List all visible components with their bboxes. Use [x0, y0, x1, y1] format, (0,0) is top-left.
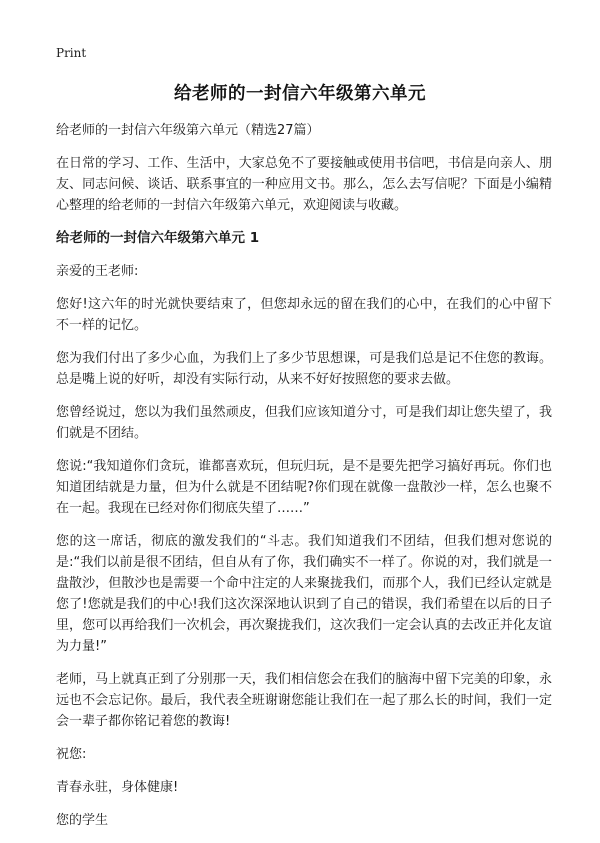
document-subtitle: 给老师的一封信六年级第六单元（精选27篇） — [56, 123, 320, 138]
letter-paragraph: 您的这一席话，彻底的激发我们的“斗志。我们知道我们不团结，但我们想对您说的是:“我们以前是很不团结，但自从有了你，我们确实不一样了。你说的对，我们就是一盘散沙，但散沙也是需要一个命中注定的人来聚拢我们，而那个人，我们已经认定就是您了!您就是我们的中心!我们这次深深地认识到了自己的错误，我们希望在以后的日子里，您可以再给我们一次机会，再次聚拢我们，这次我们一定会认真的去改正并化友谊为力量!” — [56, 534, 552, 654]
salutation: 亲爱的王老师: — [56, 264, 139, 279]
wish-line: 青春永驻，身体健康! — [56, 780, 179, 795]
letter-paragraph: 您说:“我知道你们贪玩，谁都喜欢玩，但玩归玩，是不是要先把学习搞好再玩。你们也知道团结就是力量，但为什么就是不团结呢?你们现在就像一盘散沙一样，怎么也聚不在一起。我现在已经对你们彻底失望了……” — [56, 459, 552, 516]
print-link[interactable]: Print — [56, 46, 87, 60]
letter-paragraph: 您曾经说过，您以为我们虽然顽皮，但我们应该知道分寸，可是我们却让您失望了，我们就是不团结。 — [56, 405, 552, 441]
signature-line: 您的学生 — [56, 813, 109, 828]
section-heading: 给老师的一封信六年级第六单元 1 — [56, 230, 260, 246]
closing-line: 祝您: — [56, 747, 87, 762]
letter-paragraph: 您好!这六年的时光就快要结束了，但您却永远的留在我们的心中，在我们的心中留下不一样的记忆。 — [56, 297, 552, 333]
intro-paragraph: 在日常的学习、工作、生活中，大家总免不了要接触或使用书信吧，书信是向亲人、朋友、同志问候、谈话、联系事宜的一种应用文书。那么，怎么去写信呢？下面是小编精心整理的给老师的一封信六年级第六单元，欢迎阅读与收藏。 — [56, 156, 552, 213]
letter-paragraph: 您为我们付出了多少心血，为我们上了多少节思想课，可是我们总是记不住您的教诲。总是嘴上说的好听，却没有实际行动，从来不好好按照您的要求去做。 — [56, 351, 552, 387]
document-body — [56, 120, 552, 843]
page-title: 给老师的一封信六年级第六单元 — [174, 84, 426, 104]
letter-paragraph: 老师，马上就真正到了分别那一天，我们相信您会在我们的脑海中留下完美的印象，永远也不会忘记你。最后，我代表全班谢谢您能让我们在一起了那么长的时间，我们一定会一辈子都你铭记着您的教诲! — [56, 672, 552, 729]
